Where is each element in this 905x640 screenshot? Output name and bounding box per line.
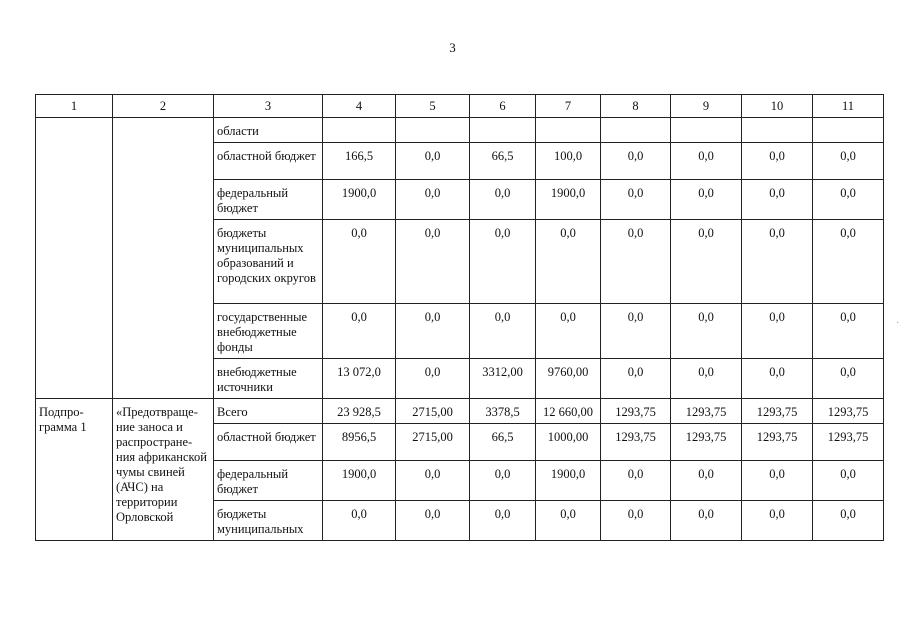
column-header: 2 [113, 95, 214, 118]
value-cell [536, 118, 601, 143]
subprogram-name: «Предотвраще- ние заноса и распространe- ния африканской чумы свиней (АЧС) на территории Орловской [113, 399, 214, 541]
value-cell: 1293,75 [813, 399, 884, 424]
value-cell: 0,0 [536, 304, 601, 359]
value-cell: 0,0 [742, 501, 813, 541]
value-cell: 0,0 [536, 501, 601, 541]
value-cell: 0,0 [601, 461, 671, 501]
column-header: 3 [214, 95, 323, 118]
program-cell [36, 118, 113, 399]
value-cell: 0,0 [323, 501, 396, 541]
value-cell: 166,5 [323, 143, 396, 180]
funding-source: областной бюджет [214, 424, 323, 461]
column-header: 9 [671, 95, 742, 118]
value-cell: 0,0 [813, 180, 884, 220]
value-cell: 1293,75 [742, 424, 813, 461]
table-row [36, 118, 884, 143]
value-cell: 0,0 [470, 461, 536, 501]
column-header: 10 [742, 95, 813, 118]
value-cell: 1900,0 [536, 180, 601, 220]
value-cell: 0,0 [323, 220, 396, 304]
funding-source: внебюджетные источники [214, 359, 323, 399]
value-cell: 0,0 [601, 220, 671, 304]
column-header: 5 [396, 95, 470, 118]
value-cell: 23 928,5 [323, 399, 396, 424]
value-cell: 0,0 [396, 359, 470, 399]
funding-source: областной бюджет [214, 143, 323, 180]
funding-source: области [214, 118, 323, 143]
value-cell: 0,0 [396, 180, 470, 220]
value-cell [671, 118, 742, 143]
value-cell: 0,0 [601, 359, 671, 399]
value-cell: 1293,75 [671, 399, 742, 424]
value-cell: 0,0 [396, 304, 470, 359]
funding-source: бюджеты муниципальных образований и городских округов [214, 220, 323, 304]
value-cell: 0,0 [396, 461, 470, 501]
value-cell: 1000,00 [536, 424, 601, 461]
value-cell: 0,0 [742, 304, 813, 359]
value-cell: 66,5 [470, 143, 536, 180]
funding-source: государственные внебюджетные фонды [214, 304, 323, 359]
value-cell: 0,0 [396, 143, 470, 180]
value-cell: 0,0 [813, 461, 884, 501]
value-cell: 8956,5 [323, 424, 396, 461]
value-cell: 0,0 [470, 501, 536, 541]
column-header: 8 [601, 95, 671, 118]
value-cell: 0,0 [671, 359, 742, 399]
value-cell: 0,0 [470, 304, 536, 359]
value-cell: 1293,75 [671, 424, 742, 461]
value-cell: 1293,75 [813, 424, 884, 461]
value-cell [601, 118, 671, 143]
value-cell [396, 118, 470, 143]
funding-source: бюджеты муниципальных [214, 501, 323, 541]
funding-source: федеральный бюджет [214, 461, 323, 501]
value-cell: 0,0 [470, 180, 536, 220]
value-cell: 9760,00 [536, 359, 601, 399]
column-header: 1 [36, 95, 113, 118]
funding-source: федеральный бюджет [214, 180, 323, 220]
subprogram-label: Подпро- грамма 1 [36, 399, 113, 541]
value-cell: 0,0 [396, 220, 470, 304]
value-cell [470, 118, 536, 143]
value-cell: 0,0 [601, 501, 671, 541]
page-number: 3 [449, 40, 456, 55]
value-cell: 0,0 [742, 220, 813, 304]
value-cell: 0,0 [601, 143, 671, 180]
value-cell: 1900,0 [536, 461, 601, 501]
value-cell: 0,0 [601, 180, 671, 220]
value-cell: 0,0 [323, 304, 396, 359]
value-cell: 0,0 [742, 359, 813, 399]
value-cell [813, 118, 884, 143]
value-cell: 2715,00 [396, 424, 470, 461]
value-cell [323, 118, 396, 143]
value-cell: 0,0 [813, 143, 884, 180]
column-header: 7 [536, 95, 601, 118]
value-cell: 1900,0 [323, 461, 396, 501]
value-cell: 0,0 [813, 304, 884, 359]
value-cell: 3378,5 [470, 399, 536, 424]
value-cell: 0,0 [813, 501, 884, 541]
column-header: 4 [323, 95, 396, 118]
value-cell: 0,0 [671, 461, 742, 501]
table-row [36, 399, 884, 424]
column-header: 11 [813, 95, 884, 118]
value-cell: 100,0 [536, 143, 601, 180]
value-cell: 0,0 [470, 220, 536, 304]
value-cell: 0,0 [742, 143, 813, 180]
value-cell: 0,0 [671, 220, 742, 304]
funding-source: Всего [214, 399, 323, 424]
value-cell: 0,0 [742, 461, 813, 501]
value-cell: 0,0 [813, 359, 884, 399]
value-cell: 2715,00 [396, 399, 470, 424]
scan-mark: · [896, 318, 900, 329]
value-cell: 0,0 [742, 180, 813, 220]
value-cell: 13 072,0 [323, 359, 396, 399]
value-cell: 12 660,00 [536, 399, 601, 424]
value-cell: 0,0 [813, 220, 884, 304]
value-cell: 0,0 [601, 304, 671, 359]
value-cell: 0,0 [536, 220, 601, 304]
header-row [36, 95, 884, 118]
column-header: 6 [470, 95, 536, 118]
budget-table [35, 94, 884, 541]
value-cell: 1293,75 [601, 424, 671, 461]
value-cell [742, 118, 813, 143]
value-cell: 3312,00 [470, 359, 536, 399]
value-cell: 0,0 [671, 180, 742, 220]
value-cell: 66,5 [470, 424, 536, 461]
value-cell: 0,0 [671, 501, 742, 541]
value-cell: 0,0 [671, 143, 742, 180]
value-cell: 1293,75 [601, 399, 671, 424]
program-name-cell [113, 118, 214, 399]
value-cell: 0,0 [671, 304, 742, 359]
value-cell: 1293,75 [742, 399, 813, 424]
value-cell: 0,0 [396, 501, 470, 541]
value-cell: 1900,0 [323, 180, 396, 220]
